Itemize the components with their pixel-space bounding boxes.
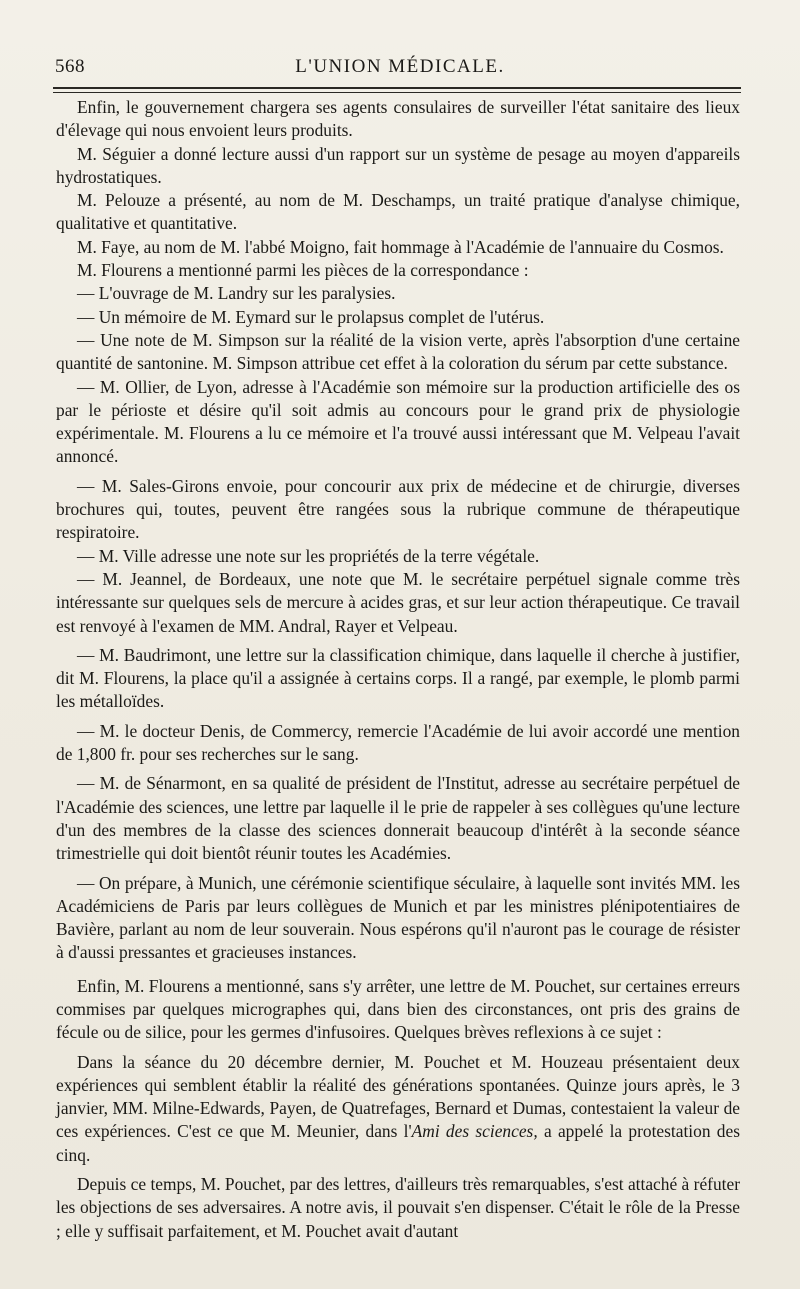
paragraph: — Un mémoire de M. Eymard sur le prolapsus complet de l'utérus. xyxy=(77,306,545,327)
paragraph: — L'ouvrage de M. Landry sur les paralysies. xyxy=(77,283,396,304)
header-rule-thin xyxy=(53,92,741,93)
paragraph: — M. le docteur Denis, de Commercy, remercie l'Académie de lui avoir accordé une mention de 1,800 fr. pour ses recherches sur le sang. xyxy=(56,720,740,765)
paragraph: Enfin, M. Flourens a mentionné, sans s'y arrêter, une lettre de M. Pouchet, sur certaines erreurs commises par quelques micrographes qui, dans bien des circonstances, ont pris des grains de fécule ou de silice, pour les germes d'infusoires. Quelques brèves reflexions à ce sujet : xyxy=(56,975,740,1043)
paragraph-text: a appelé la protestation des cinq. xyxy=(56,1121,740,1165)
article-body xyxy=(56,96,740,1243)
paragraph-text: Dans la séance du 20 décembre dernier, M. Pouchet et M. Houzeau présentaient deux expériences qui semblent établir la réalité des générations spontanées. Quinze jours après, le 3 janvier, MM. Milne-Edwards, Payen, de Quatrefages, Bernard et Dumas, contestaient la valeur de ces expériences. C'est ce que M. Meunier, dans l' xyxy=(56,1051,740,1142)
paragraph: — Une note de M. Simpson sur la réalité de la vision verte, après l'absorption d'une certaine quantité de santonine. M. Simpson attribue cet effet à la coloration du sérum par cette substance. xyxy=(56,329,740,374)
paragraph xyxy=(56,1051,740,1167)
paragraph: — M. Jeannel, de Bordeaux, une note que M. le secrétaire perpétuel signale comme très intéressante sur quelques sels de mercure à acides gras, et sur leur action thérapeutique. Ce travail est renvoyé à l'examen de MM. Andral, Rayer et Velpeau. xyxy=(56,568,740,636)
paragraph: — M. Ollier, de Lyon, adresse à l'Académie son mémoire sur la production artificielle des os par le périoste et désire qu'il soit admis au concours pour le grand prix de physiologie expérimentale. M. Flourens a lu ce mémoire et l'a trouvé aussi intéressant que M. Velpeau l'avait annoncé. xyxy=(56,376,740,467)
paragraph: M. Faye, au nom de M. l'abbé Moigno, fait hommage à l'Académie de l'annuaire du Cosmos. xyxy=(77,236,724,257)
paragraph: Depuis ce temps, M. Pouchet, par des lettres, d'ailleurs très remarquables, s'est attaché à réfuter les objections de ses adversaires. A notre avis, il pouvait s'en dispenser. C'était le rôle de la Presse ; elle y suffisait parfaitement, et M. Pouchet avait d'autant xyxy=(56,1174,740,1241)
paragraph: M. Flourens a mentionné parmi les pièces de la correspondance : xyxy=(77,260,529,281)
paragraph: — M. Sales-Girons envoie, pour concourir aux prix de médecine et de chirurgie, diverses brochures qui, toutes, peuvent être rangées sous la rubrique commune de thérapeutique respiratoire. xyxy=(56,475,740,543)
journal-name-italic: Ami des sciences, xyxy=(411,1121,538,1142)
header-rule-thick xyxy=(53,87,741,89)
paragraph: M. Pelouze a présenté, au nom de M. Deschamps, un traité pratique d'analyse chimique, qualitative et quantitative. xyxy=(56,190,740,234)
journal-title: L'UNION MÉDICALE. xyxy=(295,56,505,77)
paragraph: — M. de Sénarmont, en sa qualité de président de l'Institut, adresse au secrétaire perpétuel de l'Académie des sciences, une lettre par laquelle il le prie de rappeler à ses collègues qu'une lecture d'un des membres de la classe des sciences donnerait beaucoup d'intérêt à la seconde séance trimestrielle qui doit bientôt réunir toutes les Académies. xyxy=(56,773,740,864)
paragraph: — M. Ville adresse une note sur les propriétés de la terre végétale. xyxy=(77,545,540,566)
paragraph: M. Séguier a donné lecture aussi d'un rapport sur un système de pesage au moyen d'appareils hydrostatiques. xyxy=(56,143,740,187)
paragraph: — M. Baudrimont, une lettre sur la classification chimique, dans laquelle il cherche à justifier, dit M. Flourens, la place qu'il a assignée à certains corps. Il a rangé, par exemple, le plomb parmi les métalloïdes. xyxy=(56,644,740,712)
page-number: 568 xyxy=(55,56,85,77)
running-head xyxy=(55,56,745,80)
paragraph: — On prépare, à Munich, une cérémonie scientifique séculaire, à laquelle sont invités MM. les Académiciens de Paris par leurs collègues de Munich et par les ministres plénipotentiaires de Bavière, parlant au nom de leur souverain. Nous espérons qu'il n'auront pas le courage de résister à d'aussi pressantes et gracieuses instances. xyxy=(56,872,740,963)
paragraph: Enfin, le gouvernement chargera ses agents consulaires de surveiller l'état sanitaire des lieux d'élevage qui nous envoient leurs produits. xyxy=(56,97,740,141)
